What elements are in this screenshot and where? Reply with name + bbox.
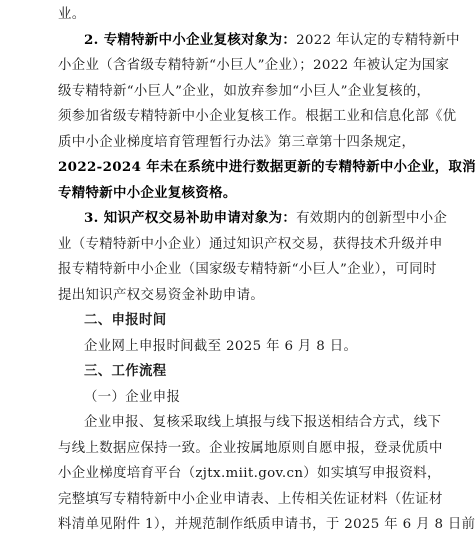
item-2-line-7: 专精特新中小企业复核资格。 bbox=[58, 184, 237, 201]
item-2-line-2: 小企业（含省级专精特新“小巨人”企业）；2022 年被认定为国家 bbox=[58, 58, 450, 73]
item-2-line-5: 质中小企业梯度培育管理暂行办法》第三章第十四条规定， bbox=[58, 134, 416, 150]
section-2-heading: 二、申报时间 bbox=[84, 313, 167, 328]
item-2-text: 2022 年认定的专精特新中 bbox=[296, 32, 460, 48]
section-3-line-4: 完整填写专精特新中小企业申请表、上传相关佐证材料（佐证材 bbox=[58, 491, 443, 507]
section-3-heading: 三、工作流程 bbox=[84, 364, 167, 379]
item-3-line-4: 提出知识产权交易资金补助申请。 bbox=[58, 287, 265, 303]
section-2-text: 企业网上申报时间截至 2025 年 6 月 8 日。 bbox=[84, 338, 358, 354]
section-3-subheading: （一）企业申报 bbox=[84, 389, 181, 405]
item-2-line-6: 2022-2024 年未在系统中进行数据更新的专精特新中小企业，取消 bbox=[58, 159, 476, 175]
item-3-line-1 bbox=[58, 206, 448, 232]
item-3-text: 有效期内的创新型中小企 bbox=[296, 211, 448, 226]
item-2-lead: 2. 专精特新中小企业复核对象为： bbox=[84, 31, 297, 48]
section-3-line-2: 与线上数据应保持一致。企业按属地原则自愿申报，登录优质中 bbox=[58, 440, 443, 456]
paragraph-tail: 业。 bbox=[58, 7, 86, 22]
section-3-line-1: 企业申报、复核采取线上填报与线下报送相结合方式，线下 bbox=[84, 415, 442, 430]
item-2-line-4: 须参加省级专精特新中小企业复核工作。根据工业和信息化部《优 bbox=[58, 109, 457, 124]
section-3-line-3: 小企业梯度培育平台（zjtx.miit.gov.cn）如实填写申报资料， bbox=[58, 466, 441, 481]
item-2-line-3: 级专精特新“小巨人”企业，如放弃参加“小巨人”企业复核的， bbox=[58, 83, 431, 99]
document-page bbox=[0, 2, 476, 545]
item-3-line-2: 业（专精特新中小企业）通过知识产权交易，获得技术升级并申 bbox=[58, 236, 443, 252]
item-3-lead: 3. 知识产权交易补助申请对象为： bbox=[84, 210, 297, 226]
item-2-line-1 bbox=[58, 28, 460, 54]
item-3-line-3: 报专精特新中小企业（国家级专精特新“小巨人”企业），可同时 bbox=[58, 262, 437, 277]
section-3-line-5: 料清单见附件 1），并规范制作纸质申请书，于 2025 年 6 月 8 日前 bbox=[58, 517, 476, 532]
